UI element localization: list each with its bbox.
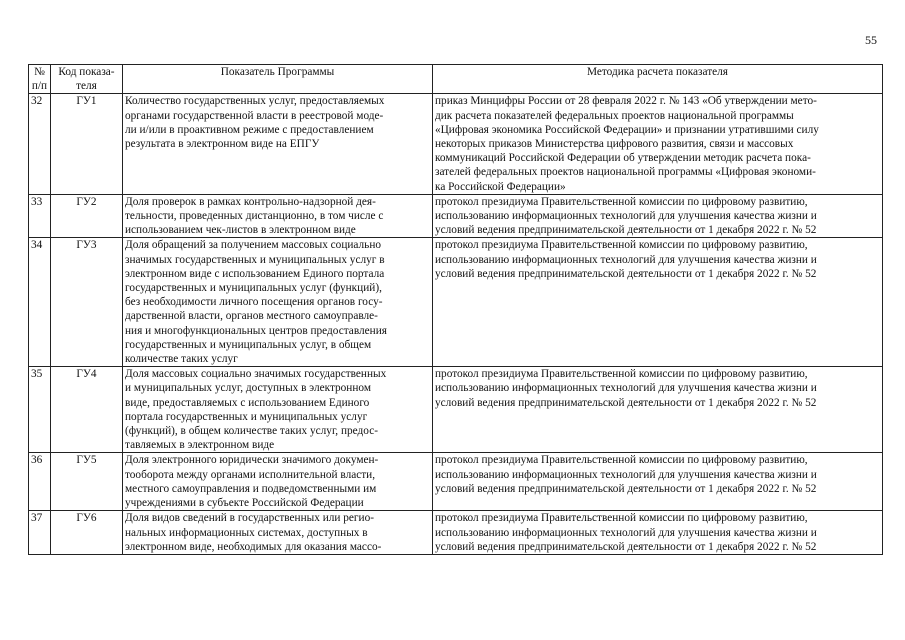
table-row (29, 94, 883, 194)
indicator-code: ГУ3 (51, 238, 123, 367)
calculation-method: протокол президиума Правительственной комиссии по цифровому развитию, использованию информационных технологий для улучшения качества жизни и условий ведения предпринимательской деятельности от 1 декабря 2022 г. № 52 (435, 195, 817, 237)
row-number: 35 (29, 367, 51, 453)
page-number: 55 (865, 33, 877, 47)
indicator-code: ГУ5 (51, 453, 123, 511)
row-number: 32 (29, 94, 51, 194)
indicator-name: Доля видов сведений в государственных или регио- нальных информационных системах, доступных в электронном виде, необходимых для оказания массо- (125, 512, 382, 553)
indicator-code: ГУ6 (51, 511, 123, 555)
header-code: Код показа- теля (51, 65, 123, 94)
table-row (29, 511, 883, 555)
indicator-name: Доля обращений за получением массовых социально значимых государственных и муниципальных услуг в электронном виде с использованием Единого портала государственных и муниципальных услуг (функций), без необходимости личного посещения органов госу- дарственной власти, органов местного самоуправле- ния и многофункциональных центров предоставления государственных и муниципальных услуг, в общем количестве таких услуг (125, 239, 387, 366)
row-number: 37 (29, 511, 51, 555)
indicator-code: ГУ2 (51, 194, 123, 238)
header-num: № п/п (29, 65, 51, 94)
header-method: Методика расчета показателя (433, 65, 883, 94)
table-row (29, 194, 883, 238)
table-row (29, 238, 883, 367)
table-header-row (29, 65, 883, 94)
row-number: 33 (29, 194, 51, 238)
calculation-method: протокол президиума Правительственной комиссии по цифровому развитию, использованию информационных технологий для улучшения качества жизни и условий ведения предпринимательской деятельности от 1 декабря 2022 г. № 52 (435, 512, 817, 553)
row-number: 36 (29, 453, 51, 511)
calculation-method: протокол президиума Правительственной комиссии по цифровому развитию, использованию информационных технологий для улучшения качества жизни и условий ведения предпринимательской деятельности от 1 декабря 2022 г. № 52 (435, 239, 817, 280)
indicator-code: ГУ4 (51, 367, 123, 453)
header-indicator: Показатель Программы (123, 65, 433, 94)
calculation-method: протокол президиума Правительственной комиссии по цифровому развитию, использованию информационных технологий для улучшения качества жизни и условий ведения предпринимательской деятельности от 1 декабря 2022 г. № 52 (435, 368, 817, 409)
calculation-method: приказ Минцифры России от 28 февраля 2022 г. № 143 «Об утверждении мето- дик расчета показателей федеральных проектов национальной программы «Цифровая экономика Российской Федерации» и признании утратившими силу некоторых приказов Министерства цифрового развития, связи и массовых коммуникаций Российской Федерации об утверждении методик расчета пока- зателей федеральных проектов национальной программы «Цифровая экономи- ка Российской Федерации» (435, 95, 819, 193)
calculation-method: протокол президиума Правительственной комиссии по цифровому развитию, использованию информационных технологий для улучшения качества жизни и условий ведения предпринимательской деятельности от 1 декабря 2022 г. № 52 (435, 454, 817, 495)
indicator-name: Количество государственных услуг, предоставляемых органами государственной власти в реестровой моде- ли и/или в проактивном режиме с предоставлением результата в электронном виде на ЕПГУ (125, 95, 385, 151)
row-number: 34 (29, 238, 51, 367)
indicator-name: Доля массовых социально значимых государственных и муниципальных услуг, доступных в электронном виде, предоставляемых с использованием Единого портала государственных и муниципальных услуг (функций), в общем количестве таких услуг, предос- тавляемых в электронном виде (125, 368, 387, 452)
table-row (29, 367, 883, 453)
indicators-table (28, 64, 883, 555)
table-row (29, 453, 883, 511)
indicator-name: Доля проверок в рамках контрольно-надзорной дея- тельности, проведенных дистанционно, в том числе с использованием чек-листов в электронном виде (125, 195, 384, 237)
indicator-code: ГУ1 (51, 94, 123, 194)
indicator-name: Доля электронного юридически значимого докумен- тооборота между органами исполнительной власти, местного самоуправления и подведомственными им учреждениями в субъекте Российской Федерации (125, 454, 379, 510)
